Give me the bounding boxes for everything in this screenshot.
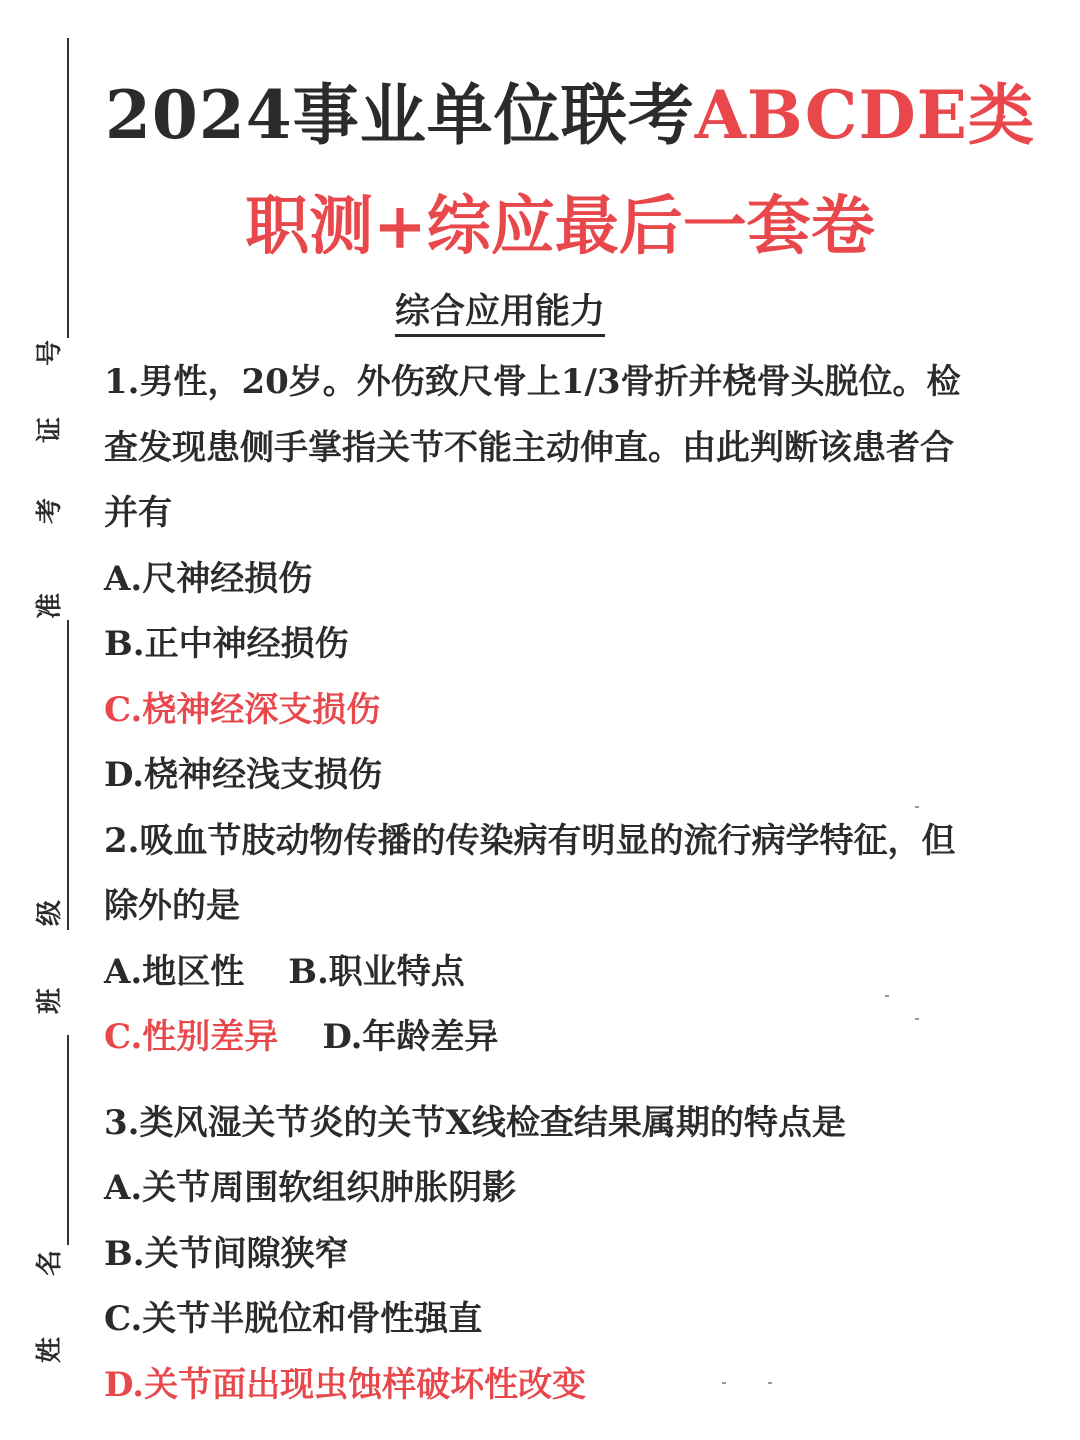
q3-option-d-answer: D.关节面出现虫蚀样破坏性改变 [104, 1364, 587, 1405]
q1-stem-line-1: 1.男性，20岁。外伤致尺骨上1/3骨折并桡骨头脱位。检 [104, 362, 961, 402]
binding-line-middle [67, 620, 69, 930]
binding-char: 姓 [35, 1337, 65, 1364]
page-title [100, 62, 1040, 157]
q3-option-b: B.关节间隙狭窄 [104, 1233, 349, 1274]
section-heading [0, 284, 1000, 334]
q1-stem-line-2: 查发现患侧手掌指关节不能主动伸直。由此判断该患者合 [104, 427, 954, 468]
binding-line-bottom [67, 1035, 69, 1245]
q2-option-a: A.地区性 [104, 951, 245, 992]
page-subtitle: 职测+综应最后一套卷 [245, 189, 875, 264]
binding-char: 班 [35, 988, 65, 1015]
q1-option-a: A.尺神经损伤 [104, 558, 313, 599]
q1-option-b: B.正中神经损伤 [104, 624, 349, 664]
title-red-part: ABCDE类 [694, 76, 1035, 154]
binding-margin [0, 0, 90, 1440]
section-heading-text: 综合应用能力 [395, 291, 605, 337]
title-black-part: 2024事业单位联考 [105, 76, 695, 154]
q2-option-b: B.职业特点 [288, 951, 465, 992]
question-list [104, 350, 1024, 1418]
q3-stem-line-1: 3.类风湿关节炎的关节X线检查结果属期的特点是 [104, 1102, 846, 1143]
binding-char: 证 [35, 417, 65, 444]
q2-option-d: D.年龄差异 [322, 1017, 499, 1057]
q2-option-c-answer: C.性别差异 [104, 1017, 279, 1057]
speck [885, 995, 889, 997]
speck [915, 806, 919, 808]
speck [722, 1382, 726, 1384]
binding-char: 号 [35, 340, 65, 367]
q3-option-a: A.关节周围软组织肿胀阴影 [104, 1168, 517, 1208]
q1-stem-line-3: 并有 [104, 493, 172, 533]
binding-char: 名 [35, 1250, 65, 1277]
q1-option-c-answer: C.桡神经深支损伤 [104, 689, 381, 730]
q1-option-d: D.桡神经浅支损伤 [104, 755, 383, 795]
binding-char: 级 [35, 900, 65, 927]
speck [768, 1382, 772, 1384]
q2-options-row-2 [104, 1005, 1024, 1071]
speck [915, 1018, 919, 1020]
binding-char: 考 [35, 498, 65, 525]
q3-option-c: C.关节半脱位和骨性强直 [104, 1299, 483, 1339]
q2-stem-line-1: 2.吸血节肢动物传播的传染病有明显的流行病学特征，但 [104, 820, 956, 861]
q2-stem-line-2: 除外的是 [104, 886, 240, 926]
binding-char: 准 [35, 593, 65, 620]
